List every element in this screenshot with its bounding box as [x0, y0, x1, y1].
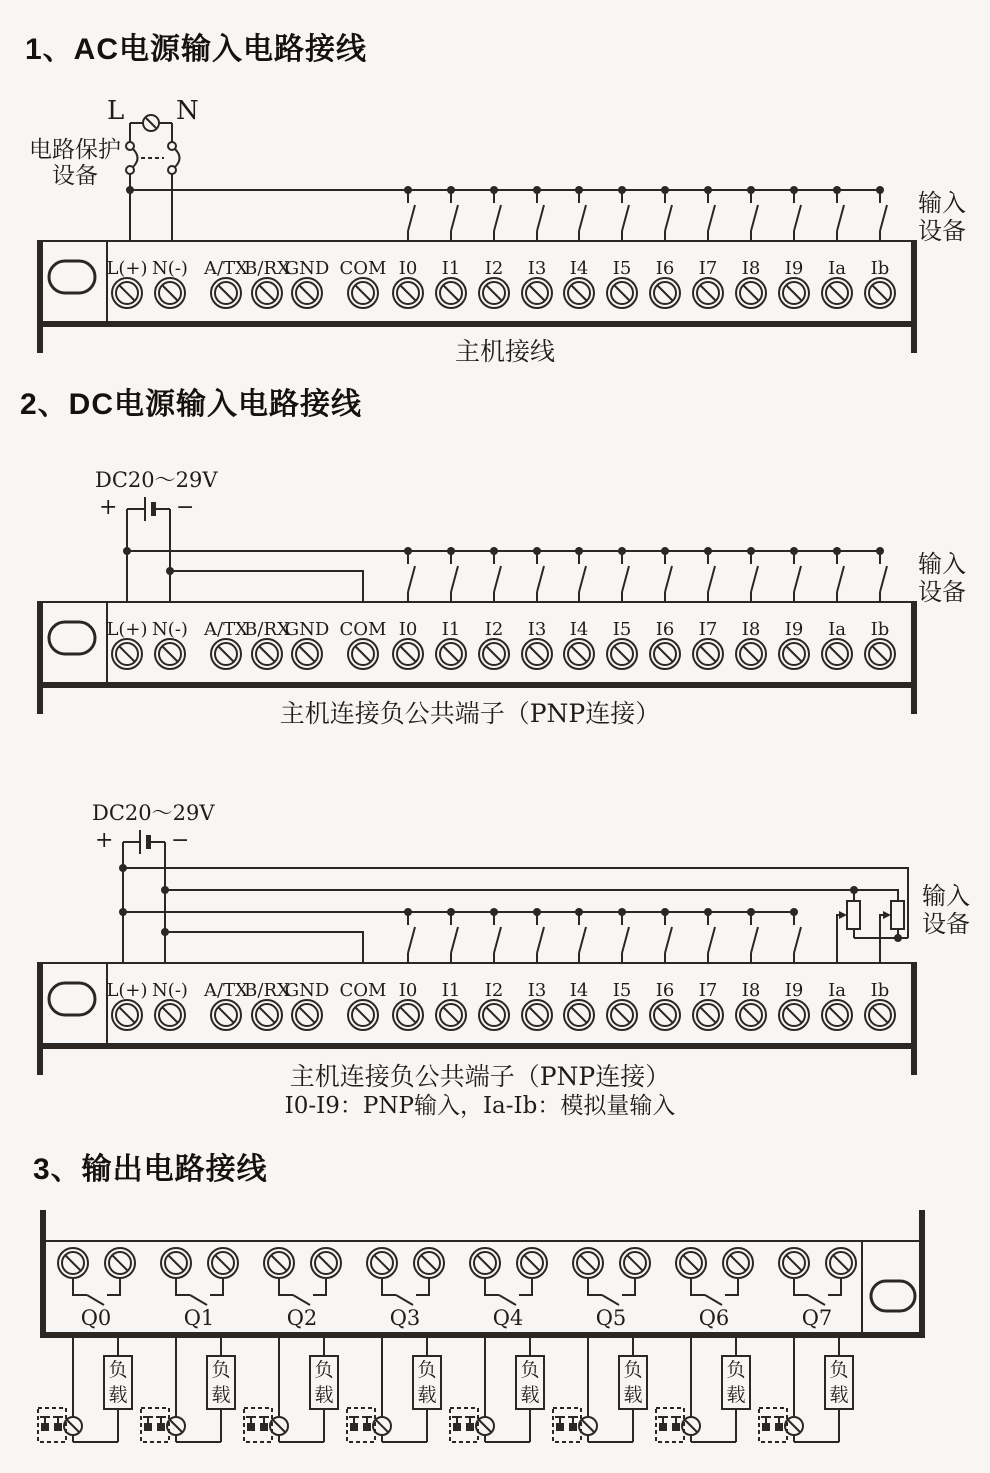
- minus-sign-2: −: [171, 828, 190, 853]
- input-switch-icon: [661, 186, 672, 241]
- wire-path: [123, 842, 165, 963]
- input-switch-icon: [704, 547, 715, 602]
- terminal-label: L(+): [106, 619, 148, 640]
- input-switch-icon: [876, 547, 887, 602]
- plus-sign-2: +: [95, 828, 114, 853]
- block-left-bar: [37, 601, 43, 714]
- dc-power-circuit-2: [119, 830, 908, 963]
- screw-terminal-icon: [865, 1000, 895, 1030]
- input-switch-icon: [490, 908, 501, 963]
- screw-terminal-icon: [736, 639, 766, 669]
- input-switch-icon: [747, 186, 758, 241]
- neutral-wire-label: N: [176, 96, 199, 126]
- screw-terminal-icon: [479, 278, 509, 308]
- block-right-bar: [919, 1210, 925, 1338]
- input-terminal-block-2: [37, 601, 917, 714]
- screw-terminal-icon: [208, 1248, 238, 1278]
- screw-terminal-icon: [470, 1248, 500, 1278]
- screw-terminal-icon: [564, 639, 594, 669]
- input-switch-icon: [833, 186, 844, 241]
- screw-terminal-icon: [865, 278, 895, 308]
- screw-terminal-icon: [393, 639, 423, 669]
- terminal-label: I8: [741, 980, 761, 1001]
- relay-contact-icon: [279, 1279, 326, 1305]
- screw-terminal-icon: [155, 1000, 185, 1030]
- terminal-label: I2: [484, 980, 504, 1001]
- input-switch-icon: [490, 186, 501, 241]
- screw-terminal-icon: [822, 639, 852, 669]
- output-label: Q5: [595, 1306, 627, 1330]
- screw-terminal-icon: [252, 278, 282, 308]
- load-circuit-icon: [244, 1338, 338, 1442]
- section2b-caption: 主机连接负公共端子（PNP连接）: [289, 1062, 671, 1091]
- screw-terminal-icon: [211, 639, 241, 669]
- terminal-label: I2: [484, 619, 504, 640]
- block-left-bar: [37, 240, 43, 353]
- screw-terminal-icon: [211, 278, 241, 308]
- input-switch-icon: [404, 908, 415, 963]
- mounting-slot: [49, 622, 95, 654]
- output-label: Q2: [286, 1306, 318, 1330]
- live-wire-label: L: [107, 96, 125, 126]
- breaker-pole-icon: [168, 166, 176, 174]
- breaker-lever-icon: [175, 149, 180, 167]
- terminal-label: I8: [741, 258, 761, 279]
- screw-terminal-icon: [252, 639, 282, 669]
- screw-terminal-icon: [693, 639, 723, 669]
- terminal-label: COM: [339, 258, 387, 279]
- terminal-label: COM: [339, 619, 387, 640]
- screw-terminal-icon: [112, 278, 142, 308]
- screw-terminal-icon: [292, 1000, 322, 1030]
- screw-terminal-icon: [779, 639, 809, 669]
- block-right-bar: [911, 962, 917, 1075]
- block-bottom-border: [37, 321, 917, 327]
- input-switch-icon: [533, 186, 544, 241]
- terminal-label: I7: [698, 619, 718, 640]
- input-device-label-1-line2: 设备: [918, 217, 966, 245]
- input-switch-icon: [575, 186, 586, 241]
- block-right-bar: [911, 601, 917, 714]
- screw-terminal-icon: [112, 1000, 142, 1030]
- terminal-label: A/TX: [204, 258, 248, 279]
- terminal-label: Ia: [828, 980, 846, 1001]
- block-left-bar: [37, 962, 43, 1075]
- relay-contact-icon: [382, 1279, 429, 1305]
- input-switch-icon: [704, 186, 715, 241]
- load-label: 负载: [108, 1359, 128, 1406]
- screw-terminal-icon: [522, 1000, 552, 1030]
- section2b-caption2: I0-I9：PNP输入，Ia-Ib：模拟量输入: [284, 1093, 676, 1119]
- terminal-label: GND: [284, 619, 330, 640]
- input-terminal-block-3: [37, 962, 917, 1075]
- input-switch-icon: [575, 547, 586, 602]
- screw-terminal-icon: [348, 639, 378, 669]
- output-load-circuits: [38, 1338, 853, 1442]
- relay-contact-icon: [794, 1279, 841, 1305]
- terminal-label: I8: [741, 619, 761, 640]
- load-circuit-icon: [759, 1338, 853, 1442]
- breaker-pole-icon: [168, 142, 176, 150]
- section3-heading: 3、输出电路接线: [33, 1153, 268, 1186]
- screw-terminal-icon: [348, 278, 378, 308]
- terminal-label: B/RX: [244, 258, 290, 279]
- mounting-slot: [49, 983, 95, 1015]
- input-switch-icon: [661, 908, 672, 963]
- section1-heading: 1、AC电源输入电路接线: [25, 33, 368, 66]
- screw-terminal-icon: [517, 1248, 547, 1278]
- com-wire: [165, 932, 363, 963]
- screw-terminal-icon: [479, 639, 509, 669]
- screw-terminal-icon: [522, 278, 552, 308]
- screw-terminal-icon: [311, 1248, 341, 1278]
- screw-terminal-icon: [155, 639, 185, 669]
- terminal-label: N(-): [152, 619, 188, 640]
- relay-contact-icon: [485, 1279, 532, 1305]
- relay-contact-icon: [176, 1279, 223, 1305]
- input-switch-icon: [533, 547, 544, 602]
- screw-terminal-icon: [436, 278, 466, 308]
- analog-minus-wire: [165, 890, 898, 901]
- terminal-label: A/TX: [204, 619, 248, 640]
- screw-terminal-icon: [573, 1248, 603, 1278]
- terminal-label: I9: [784, 980, 804, 1001]
- breaker-pole-icon: [126, 142, 134, 150]
- block-bottom-border: [40, 1332, 925, 1338]
- analog-plus-loop-wire: [123, 868, 908, 938]
- screw-terminal-icon: [822, 278, 852, 308]
- screw-terminal-icon: [736, 1000, 766, 1030]
- input-switch-icon: [404, 547, 415, 602]
- block-left-bar: [40, 1210, 46, 1338]
- terminal-label: I6: [655, 619, 675, 640]
- input-device-label-1-line1: 输入: [918, 189, 966, 217]
- load-circuit-icon: [656, 1338, 750, 1442]
- terminal-label: N(-): [152, 258, 188, 279]
- input-switch-icon: [447, 547, 458, 602]
- terminal-label: I1: [441, 619, 461, 640]
- terminal-label: I7: [698, 258, 718, 279]
- wire-path: [127, 509, 170, 602]
- plus-sign-1: +: [99, 495, 118, 520]
- screw-terminal-icon: [693, 1000, 723, 1030]
- terminal-label: GND: [284, 980, 330, 1001]
- terminal-label: I4: [569, 619, 589, 640]
- potentiometer-icon: [891, 901, 904, 929]
- load-label: 负载: [417, 1359, 437, 1406]
- output-label: Q7: [801, 1306, 833, 1330]
- terminal-label: Ib: [870, 980, 890, 1001]
- breaker-pole-icon: [126, 166, 134, 174]
- input-device-label-3-line2: 设备: [922, 910, 970, 938]
- dc-supply-label-1: DC20～29V: [95, 468, 218, 492]
- circuit-protector-label-line2: 设备: [52, 163, 98, 189]
- screw-terminal-icon: [292, 639, 322, 669]
- input-switch-icon: [404, 186, 415, 241]
- wiper-arrow-icon: [883, 911, 891, 919]
- input-switch-icon: [833, 547, 844, 602]
- output-label: Q6: [698, 1306, 730, 1330]
- wire-path: [130, 123, 172, 241]
- screw-terminal-icon: [650, 278, 680, 308]
- screw-terminal-icon: [522, 639, 552, 669]
- breaker-lever-icon: [133, 149, 138, 167]
- input-switch-icon: [661, 547, 672, 602]
- output-label: Q4: [492, 1306, 524, 1330]
- load-label: 负载: [623, 1359, 643, 1406]
- terminal-label: I4: [569, 980, 589, 1001]
- input-switch-icon: [447, 908, 458, 963]
- terminal-label: L(+): [106, 980, 148, 1001]
- terminal-label: I3: [527, 619, 547, 640]
- junction-dot: [894, 934, 902, 942]
- screw-terminal-icon: [822, 1000, 852, 1030]
- output-label: Q3: [389, 1306, 421, 1330]
- terminal-label: I3: [527, 258, 547, 279]
- input-switch-icon: [533, 908, 544, 963]
- screw-terminal-icon: [620, 1248, 650, 1278]
- mounting-slot: [49, 261, 95, 293]
- load-circuit-icon: [553, 1338, 647, 1442]
- screw-terminal-icon: [367, 1248, 397, 1278]
- terminal-label: I6: [655, 258, 675, 279]
- screw-terminal-icon: [105, 1248, 135, 1278]
- terminal-label: COM: [339, 980, 387, 1001]
- terminal-label: I0: [398, 980, 418, 1001]
- mounting-slot: [871, 1281, 915, 1311]
- circuit-protector-label-line1: 电路保护: [29, 137, 121, 163]
- input-switch-icon: [618, 186, 629, 241]
- terminal-label: I1: [441, 980, 461, 1001]
- dc-supply-label-2: DC20～29V: [92, 801, 215, 825]
- dc-power-circuit-1: [123, 497, 887, 602]
- section2-heading: 2、DC电源输入电路接线: [20, 388, 363, 421]
- input-device-label-3-line1: 输入: [922, 882, 970, 910]
- screw-terminal-icon: [607, 639, 637, 669]
- block-bottom-border: [37, 1043, 917, 1049]
- screw-terminal-icon: [161, 1248, 191, 1278]
- section1-caption: 主机接线: [454, 337, 556, 366]
- screw-terminal-icon: [650, 639, 680, 669]
- load-circuit-icon: [38, 1338, 132, 1442]
- terminal-label: GND: [284, 258, 330, 279]
- terminal-label: I9: [784, 619, 804, 640]
- output-label: Q1: [183, 1306, 215, 1330]
- terminal-label: Ia: [828, 258, 846, 279]
- terminal-label: I4: [569, 258, 589, 279]
- load-label: 负载: [520, 1359, 540, 1406]
- terminal-label: I7: [698, 980, 718, 1001]
- output-terminal-block: [40, 1210, 925, 1338]
- input-switch-icon: [575, 908, 586, 963]
- screw-terminal-icon: [393, 1000, 423, 1030]
- input-switch-icon: [704, 908, 715, 963]
- wiper-arrow-icon: [839, 911, 847, 919]
- terminal-label: I5: [612, 980, 632, 1001]
- terminal-label: I9: [784, 258, 804, 279]
- terminal-label: N(-): [152, 980, 188, 1001]
- minus-sign-1: −: [176, 495, 195, 520]
- screw-terminal-icon: [112, 639, 142, 669]
- load-label: 负载: [829, 1359, 849, 1406]
- screw-terminal-icon: [865, 639, 895, 669]
- screw-terminal-icon: [564, 278, 594, 308]
- screw-terminal-icon: [393, 278, 423, 308]
- block-right-bar: [911, 240, 917, 353]
- terminal-label: I1: [441, 258, 461, 279]
- terminal-label: Ia: [828, 619, 846, 640]
- terminal-label: Ib: [870, 258, 890, 279]
- ac-power-circuit: [126, 115, 887, 241]
- junction-dot: [850, 886, 858, 894]
- screw-terminal-icon: [826, 1248, 856, 1278]
- screw-terminal-icon: [779, 1248, 809, 1278]
- load-label: 负载: [314, 1359, 334, 1406]
- input-switch-icon: [618, 908, 629, 963]
- input-switch-icon: [790, 186, 801, 241]
- terminal-label: Ib: [870, 619, 890, 640]
- screw-terminal-icon: [676, 1248, 706, 1278]
- load-label: 负载: [211, 1359, 231, 1406]
- screw-terminal-icon: [779, 278, 809, 308]
- terminal-label: L(+): [106, 258, 148, 279]
- screw-terminal-icon: [348, 1000, 378, 1030]
- screw-terminal-icon: [414, 1248, 444, 1278]
- input-switch-icon: [790, 908, 801, 963]
- terminal-label: I2: [484, 258, 504, 279]
- relay-contact-icon: [691, 1279, 738, 1305]
- terminal-label: I6: [655, 980, 675, 1001]
- block-bottom-border: [37, 682, 917, 688]
- relay-contact-icon: [588, 1279, 635, 1305]
- screw-terminal-icon: [607, 1000, 637, 1030]
- screw-terminal-icon: [607, 278, 637, 308]
- input-switch-icon: [790, 547, 801, 602]
- load-label: 负载: [726, 1359, 746, 1406]
- load-circuit-icon: [347, 1338, 441, 1442]
- potentiometer-icon: [847, 901, 860, 929]
- input-switch-icon: [447, 186, 458, 241]
- input-switch-icon: [747, 908, 758, 963]
- screw-terminal-icon: [736, 278, 766, 308]
- screw-terminal-icon: [436, 639, 466, 669]
- screw-terminal-icon: [779, 1000, 809, 1030]
- terminal-label: I0: [398, 619, 418, 640]
- input-switch-icon: [876, 186, 887, 241]
- fuse-icon-slash: [146, 118, 156, 128]
- terminal-label: I5: [612, 619, 632, 640]
- terminal-label: B/RX: [244, 980, 290, 1001]
- load-circuit-icon: [450, 1338, 544, 1442]
- terminal-label: I5: [612, 258, 632, 279]
- screw-terminal-icon: [479, 1000, 509, 1030]
- screw-terminal-icon: [58, 1248, 88, 1278]
- screw-terminal-icon: [252, 1000, 282, 1030]
- load-circuit-icon: [141, 1338, 235, 1442]
- relay-contact-icon: [73, 1279, 120, 1305]
- input-terminal-block-1: [37, 240, 917, 353]
- screw-terminal-icon: [436, 1000, 466, 1030]
- section2a-caption: 主机连接负公共端子（PNP连接）: [279, 699, 661, 728]
- input-switch-icon: [618, 547, 629, 602]
- terminal-label: I0: [398, 258, 418, 279]
- input-device-label-2-line2: 设备: [918, 578, 966, 606]
- screw-terminal-icon: [723, 1248, 753, 1278]
- screw-terminal-icon: [264, 1248, 294, 1278]
- wiper-wire-ia: [837, 915, 840, 963]
- screw-terminal-icon: [292, 278, 322, 308]
- screw-terminal-icon: [693, 278, 723, 308]
- input-switch-icon: [490, 547, 501, 602]
- screw-terminal-icon: [564, 1000, 594, 1030]
- input-device-label-2-line1: 输入: [918, 550, 966, 578]
- input-switch-icon: [747, 547, 758, 602]
- output-label: Q0: [80, 1306, 112, 1330]
- terminal-label: I3: [527, 980, 547, 1001]
- screw-terminal-icon: [155, 278, 185, 308]
- screw-terminal-icon: [650, 1000, 680, 1030]
- com-wire: [170, 571, 363, 602]
- terminal-label: A/TX: [204, 980, 248, 1001]
- terminal-label: B/RX: [244, 619, 290, 640]
- screw-terminal-icon: [211, 1000, 241, 1030]
